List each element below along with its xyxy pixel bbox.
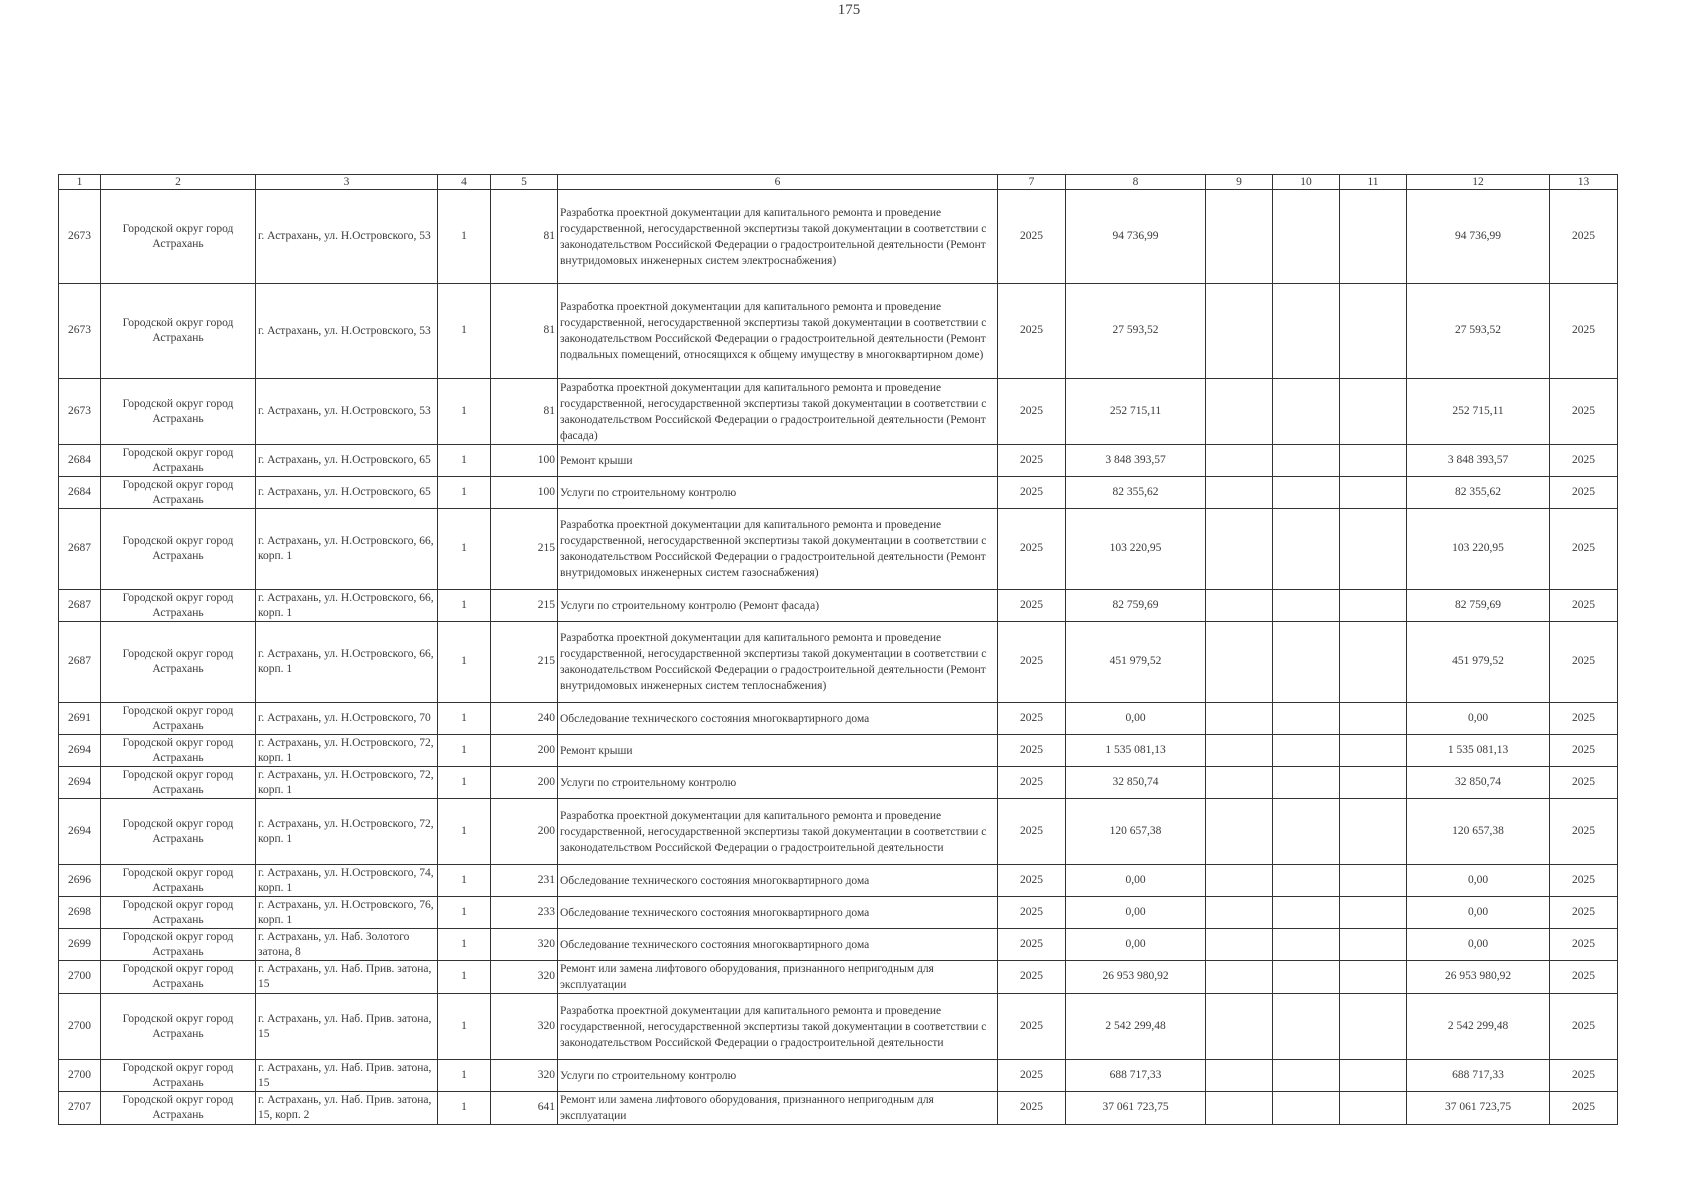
address-cell: г. Астрахань, ул. Н.Островского, 70 — [256, 703, 438, 735]
municipality-cell: Городской округ город Астрахань — [101, 445, 256, 477]
col5-cell: 215 — [491, 509, 558, 590]
total-cost-cell: 2 542 299,48 — [1066, 994, 1206, 1060]
total-cost-cell: 252 715,11 — [1066, 379, 1206, 445]
table-row — [59, 1092, 1618, 1125]
address-cell: г. Астрахань, ул. Н.Островского, 72, корп. 1 — [256, 735, 438, 767]
col10-cell — [1273, 799, 1340, 865]
col9-cell — [1206, 961, 1273, 994]
address-cell: г. Астрахань, ул. Н.Островского, 66, корп. 1 — [256, 622, 438, 703]
municipality-cell: Городской округ город Астрахань — [101, 477, 256, 509]
column-header: 3 — [256, 175, 438, 190]
col12-cost-cell: 0,00 — [1407, 897, 1550, 929]
col11-cell — [1340, 379, 1407, 445]
col13-year-cell: 2025 — [1550, 1060, 1618, 1092]
col9-cell — [1206, 735, 1273, 767]
total-cost-cell: 27 593,52 — [1066, 284, 1206, 379]
col13-year-cell: 2025 — [1550, 509, 1618, 590]
col11-cell — [1340, 767, 1407, 799]
col12-cost-cell: 37 061 723,75 — [1407, 1092, 1550, 1125]
col4-cell: 1 — [438, 590, 491, 622]
year-cell: 2025 — [998, 767, 1066, 799]
col11-cell — [1340, 284, 1407, 379]
row-number-cell: 2694 — [59, 767, 101, 799]
col9-cell — [1206, 590, 1273, 622]
work-description-cell: Разработка проектной документации для капитального ремонта и проведение государственной, негосударственной экспертизы такой документации в соответствии с законодательством Российской Федерации о градостроительной деятельности (Ремонт внутридомовых инженерных систем электроснабжения) — [558, 190, 998, 284]
col4-cell: 1 — [438, 929, 491, 961]
table-row — [59, 961, 1618, 994]
col4-cell: 1 — [438, 477, 491, 509]
col9-cell — [1206, 703, 1273, 735]
col5-cell: 200 — [491, 735, 558, 767]
col10-cell — [1273, 865, 1340, 897]
col13-year-cell: 2025 — [1550, 799, 1618, 865]
municipality-cell: Городской округ город Астрахань — [101, 590, 256, 622]
col11-cell — [1340, 703, 1407, 735]
col9-cell — [1206, 284, 1273, 379]
col11-cell — [1340, 735, 1407, 767]
total-cost-cell: 37 061 723,75 — [1066, 1092, 1206, 1125]
work-description-cell: Услуги по строительному контролю — [558, 477, 998, 509]
col4-cell: 1 — [438, 994, 491, 1060]
col10-cell — [1273, 929, 1340, 961]
repair-program-table — [58, 174, 1618, 1125]
col10-cell — [1273, 1060, 1340, 1092]
col5-cell: 320 — [491, 1060, 558, 1092]
col9-cell — [1206, 190, 1273, 284]
address-cell: г. Астрахань, ул. Н.Островского, 76, корп. 1 — [256, 897, 438, 929]
col12-cost-cell: 3 848 393,57 — [1407, 445, 1550, 477]
col12-cost-cell: 2 542 299,48 — [1407, 994, 1550, 1060]
total-cost-cell: 0,00 — [1066, 929, 1206, 961]
row-number-cell: 2691 — [59, 703, 101, 735]
col9-cell — [1206, 865, 1273, 897]
col5-cell: 320 — [491, 961, 558, 994]
col10-cell — [1273, 622, 1340, 703]
row-number-cell: 2694 — [59, 735, 101, 767]
col12-cost-cell: 688 717,33 — [1407, 1060, 1550, 1092]
col10-cell — [1273, 1092, 1340, 1125]
column-header: 4 — [438, 175, 491, 190]
row-number-cell: 2700 — [59, 1060, 101, 1092]
row-number-cell: 2707 — [59, 1092, 101, 1125]
col13-year-cell: 2025 — [1550, 590, 1618, 622]
year-cell: 2025 — [998, 445, 1066, 477]
table-row — [59, 379, 1618, 445]
table-row — [59, 1060, 1618, 1092]
col11-cell — [1340, 994, 1407, 1060]
work-description-cell: Разработка проектной документации для капитального ремонта и проведение государственной, негосударственной экспертизы такой документации в соответствии с законодательством Российской Федерации о градостроительной деятельности (Ремонт подвальных помещений, относящихся к общему имуществу в многоквартирном доме) — [558, 284, 998, 379]
col5-cell: 240 — [491, 703, 558, 735]
col13-year-cell: 2025 — [1550, 379, 1618, 445]
address-cell: г. Астрахань, ул. Н.Островского, 66, корп. 1 — [256, 509, 438, 590]
municipality-cell: Городской округ город Астрахань — [101, 767, 256, 799]
year-cell: 2025 — [998, 897, 1066, 929]
col4-cell: 1 — [438, 190, 491, 284]
row-number-cell: 2699 — [59, 929, 101, 961]
col5-cell: 231 — [491, 865, 558, 897]
municipality-cell: Городской округ город Астрахань — [101, 1092, 256, 1125]
municipality-cell: Городской округ город Астрахань — [101, 865, 256, 897]
row-number-cell: 2673 — [59, 379, 101, 445]
work-description-cell: Ремонт крыши — [558, 445, 998, 477]
address-cell: г. Астрахань, ул. Наб. Прив. затона, 15 — [256, 994, 438, 1060]
col11-cell — [1340, 190, 1407, 284]
col10-cell — [1273, 961, 1340, 994]
col13-year-cell: 2025 — [1550, 929, 1618, 961]
year-cell: 2025 — [998, 994, 1066, 1060]
col12-cost-cell: 32 850,74 — [1407, 767, 1550, 799]
col4-cell: 1 — [438, 1060, 491, 1092]
col11-cell — [1340, 865, 1407, 897]
col9-cell — [1206, 509, 1273, 590]
col10-cell — [1273, 284, 1340, 379]
col9-cell — [1206, 929, 1273, 961]
col10-cell — [1273, 445, 1340, 477]
col12-cost-cell: 82 759,69 — [1407, 590, 1550, 622]
col13-year-cell: 2025 — [1550, 284, 1618, 379]
total-cost-cell: 120 657,38 — [1066, 799, 1206, 865]
work-description-cell: Разработка проектной документации для капитального ремонта и проведение государственной, негосударственной экспертизы такой документации в соответствии с законодательством Российской Федерации о градостроительной деятельности (Ремонт фасада) — [558, 379, 998, 445]
col13-year-cell: 2025 — [1550, 994, 1618, 1060]
col13-year-cell: 2025 — [1550, 767, 1618, 799]
year-cell: 2025 — [998, 509, 1066, 590]
work-description-cell: Обследование технического состояния многоквартирного дома — [558, 929, 998, 961]
col5-cell: 200 — [491, 799, 558, 865]
municipality-cell: Городской округ город Астрахань — [101, 799, 256, 865]
total-cost-cell: 0,00 — [1066, 897, 1206, 929]
year-cell: 2025 — [998, 190, 1066, 284]
col12-cost-cell: 0,00 — [1407, 703, 1550, 735]
col4-cell: 1 — [438, 622, 491, 703]
column-header: 7 — [998, 175, 1066, 190]
work-description-cell: Разработка проектной документации для капитального ремонта и проведение государственной, негосударственной экспертизы такой документации в соответствии с законодательством Российской Федерации о градостроительной деятельности (Ремонт внутридомовых инженерных систем газоснабжения) — [558, 509, 998, 590]
municipality-cell: Городской округ город Астрахань — [101, 622, 256, 703]
address-cell: г. Астрахань, ул. Н.Островского, 72, корп. 1 — [256, 799, 438, 865]
total-cost-cell: 0,00 — [1066, 865, 1206, 897]
total-cost-cell: 82 355,62 — [1066, 477, 1206, 509]
municipality-cell: Городской округ город Астрахань — [101, 703, 256, 735]
work-description-cell: Ремонт крыши — [558, 735, 998, 767]
col10-cell — [1273, 379, 1340, 445]
col10-cell — [1273, 897, 1340, 929]
year-cell: 2025 — [998, 590, 1066, 622]
total-cost-cell: 3 848 393,57 — [1066, 445, 1206, 477]
col11-cell — [1340, 445, 1407, 477]
address-cell: г. Астрахань, ул. Н.Островского, 65 — [256, 477, 438, 509]
col11-cell — [1340, 477, 1407, 509]
year-cell: 2025 — [998, 865, 1066, 897]
col11-cell — [1340, 929, 1407, 961]
year-cell: 2025 — [998, 1060, 1066, 1092]
col4-cell: 1 — [438, 509, 491, 590]
col12-cost-cell: 0,00 — [1407, 929, 1550, 961]
address-cell: г. Астрахань, ул. Н.Островского, 72, корп. 1 — [256, 767, 438, 799]
col9-cell — [1206, 897, 1273, 929]
work-description-cell: Ремонт или замена лифтового оборудования, признанного непригодным для эксплуатации — [558, 961, 998, 994]
col12-cost-cell: 1 535 081,13 — [1407, 735, 1550, 767]
column-header: 12 — [1407, 175, 1550, 190]
work-description-cell: Ремонт или замена лифтового оборудования, признанного непригодным для эксплуатации — [558, 1092, 998, 1125]
col13-year-cell: 2025 — [1550, 190, 1618, 284]
total-cost-cell: 32 850,74 — [1066, 767, 1206, 799]
col5-cell: 200 — [491, 767, 558, 799]
col13-year-cell: 2025 — [1550, 622, 1618, 703]
col10-cell — [1273, 590, 1340, 622]
column-header: 10 — [1273, 175, 1340, 190]
table-row — [59, 190, 1618, 284]
col4-cell: 1 — [438, 961, 491, 994]
col4-cell: 1 — [438, 703, 491, 735]
col11-cell — [1340, 590, 1407, 622]
table-row — [59, 590, 1618, 622]
col11-cell — [1340, 897, 1407, 929]
work-description-cell: Обследование технического состояния многоквартирного дома — [558, 865, 998, 897]
address-cell: г. Астрахань, ул. Наб. Прив. затона, 15 — [256, 1060, 438, 1092]
col13-year-cell: 2025 — [1550, 961, 1618, 994]
year-cell: 2025 — [998, 477, 1066, 509]
total-cost-cell: 103 220,95 — [1066, 509, 1206, 590]
address-cell: г. Астрахань, ул. Н.Островского, 53 — [256, 379, 438, 445]
table-row — [59, 477, 1618, 509]
work-description-cell: Обследование технического состояния многоквартирного дома — [558, 897, 998, 929]
col10-cell — [1273, 767, 1340, 799]
year-cell: 2025 — [998, 622, 1066, 703]
year-cell: 2025 — [998, 703, 1066, 735]
column-header: 6 — [558, 175, 998, 190]
address-cell: г. Астрахань, ул. Н.Островского, 53 — [256, 284, 438, 379]
municipality-cell: Городской округ город Астрахань — [101, 929, 256, 961]
col9-cell — [1206, 799, 1273, 865]
row-number-cell: 2673 — [59, 190, 101, 284]
year-cell: 2025 — [998, 929, 1066, 961]
table-row — [59, 735, 1618, 767]
row-number-cell: 2694 — [59, 799, 101, 865]
col9-cell — [1206, 477, 1273, 509]
col12-cost-cell: 27 593,52 — [1407, 284, 1550, 379]
col13-year-cell: 2025 — [1550, 865, 1618, 897]
col5-cell: 215 — [491, 590, 558, 622]
row-number-cell: 2696 — [59, 865, 101, 897]
table-row — [59, 622, 1618, 703]
col5-cell: 81 — [491, 284, 558, 379]
col4-cell: 1 — [438, 897, 491, 929]
row-number-cell: 2684 — [59, 445, 101, 477]
col10-cell — [1273, 509, 1340, 590]
col11-cell — [1340, 622, 1407, 703]
work-description-cell: Услуги по строительному контролю — [558, 767, 998, 799]
col10-cell — [1273, 190, 1340, 284]
row-number-cell: 2700 — [59, 961, 101, 994]
municipality-cell: Городской округ город Астрахань — [101, 1060, 256, 1092]
column-header: 13 — [1550, 175, 1618, 190]
col4-cell: 1 — [438, 379, 491, 445]
col12-cost-cell: 103 220,95 — [1407, 509, 1550, 590]
col9-cell — [1206, 622, 1273, 703]
year-cell: 2025 — [998, 379, 1066, 445]
municipality-cell: Городской округ город Астрахань — [101, 379, 256, 445]
work-description-cell: Разработка проектной документации для капитального ремонта и проведение государственной, негосударственной экспертизы такой документации в соответствии с законодательством Российской Федерации о градостроительной деятельности — [558, 994, 998, 1060]
col4-cell: 1 — [438, 284, 491, 379]
municipality-cell: Городской округ город Астрахань — [101, 509, 256, 590]
column-number-row — [59, 175, 1618, 190]
table-row — [59, 703, 1618, 735]
column-header: 1 — [59, 175, 101, 190]
table-row — [59, 284, 1618, 379]
municipality-cell: Городской округ город Астрахань — [101, 961, 256, 994]
column-header: 5 — [491, 175, 558, 190]
col5-cell: 233 — [491, 897, 558, 929]
col10-cell — [1273, 994, 1340, 1060]
year-cell: 2025 — [998, 799, 1066, 865]
row-number-cell: 2687 — [59, 590, 101, 622]
col9-cell — [1206, 445, 1273, 477]
col5-cell: 641 — [491, 1092, 558, 1125]
col9-cell — [1206, 1060, 1273, 1092]
col11-cell — [1340, 509, 1407, 590]
work-description-cell: Услуги по строительному контролю (Ремонт фасада) — [558, 590, 998, 622]
address-cell: г. Астрахань, ул. Н.Островского, 53 — [256, 190, 438, 284]
col9-cell — [1206, 379, 1273, 445]
work-description-cell: Разработка проектной документации для капитального ремонта и проведение государственной, негосударственной экспертизы такой документации в соответствии с законодательством Российской Федерации о градостроительной деятельности — [558, 799, 998, 865]
col12-cost-cell: 94 736,99 — [1407, 190, 1550, 284]
address-cell: г. Астрахань, ул. Наб. Прив. затона, 15 — [256, 961, 438, 994]
work-description-cell: Разработка проектной документации для капитального ремонта и проведение государственной, негосударственной экспертизы такой документации в соответствии с законодательством Российской Федерации о градостроительной деятельности (Ремонт внутридомовых инженерных систем теплоснабжения) — [558, 622, 998, 703]
municipality-cell: Городской округ город Астрахань — [101, 190, 256, 284]
col5-cell: 100 — [491, 445, 558, 477]
col11-cell — [1340, 961, 1407, 994]
table-row — [59, 509, 1618, 590]
column-header: 8 — [1066, 175, 1206, 190]
total-cost-cell: 688 717,33 — [1066, 1060, 1206, 1092]
table-row — [59, 799, 1618, 865]
col13-year-cell: 2025 — [1550, 735, 1618, 767]
total-cost-cell: 1 535 081,13 — [1066, 735, 1206, 767]
municipality-cell: Городской округ город Астрахань — [101, 284, 256, 379]
col4-cell: 1 — [438, 445, 491, 477]
table-row — [59, 767, 1618, 799]
col12-cost-cell: 252 715,11 — [1407, 379, 1550, 445]
address-cell: г. Астрахань, ул. Н.Островского, 66, корп. 1 — [256, 590, 438, 622]
col9-cell — [1206, 994, 1273, 1060]
col12-cost-cell: 0,00 — [1407, 865, 1550, 897]
col13-year-cell: 2025 — [1550, 703, 1618, 735]
col5-cell: 81 — [491, 190, 558, 284]
address-cell: г. Астрахань, ул. Н.Островского, 74, корп. 1 — [256, 865, 438, 897]
total-cost-cell: 26 953 980,92 — [1066, 961, 1206, 994]
col12-cost-cell: 26 953 980,92 — [1407, 961, 1550, 994]
col11-cell — [1340, 1092, 1407, 1125]
col10-cell — [1273, 735, 1340, 767]
row-number-cell: 2698 — [59, 897, 101, 929]
table-body — [59, 190, 1618, 1125]
col5-cell: 215 — [491, 622, 558, 703]
work-description-cell: Услуги по строительному контролю — [558, 1060, 998, 1092]
table-row — [59, 897, 1618, 929]
col4-cell: 1 — [438, 799, 491, 865]
col12-cost-cell: 120 657,38 — [1407, 799, 1550, 865]
municipality-cell: Городской округ город Астрахань — [101, 897, 256, 929]
col13-year-cell: 2025 — [1550, 897, 1618, 929]
col5-cell: 320 — [491, 994, 558, 1060]
column-header: 9 — [1206, 175, 1273, 190]
row-number-cell: 2687 — [59, 622, 101, 703]
year-cell: 2025 — [998, 961, 1066, 994]
col5-cell: 100 — [491, 477, 558, 509]
col9-cell — [1206, 1092, 1273, 1125]
col10-cell — [1273, 477, 1340, 509]
total-cost-cell: 82 759,69 — [1066, 590, 1206, 622]
total-cost-cell: 451 979,52 — [1066, 622, 1206, 703]
column-header: 11 — [1340, 175, 1407, 190]
row-number-cell: 2673 — [59, 284, 101, 379]
col4-cell: 1 — [438, 735, 491, 767]
total-cost-cell: 0,00 — [1066, 703, 1206, 735]
col4-cell: 1 — [438, 767, 491, 799]
col5-cell: 81 — [491, 379, 558, 445]
col13-year-cell: 2025 — [1550, 477, 1618, 509]
col9-cell — [1206, 767, 1273, 799]
col5-cell: 320 — [491, 929, 558, 961]
municipality-cell: Городской округ город Астрахань — [101, 994, 256, 1060]
col4-cell: 1 — [438, 1092, 491, 1125]
col12-cost-cell: 451 979,52 — [1407, 622, 1550, 703]
table-row — [59, 994, 1618, 1060]
col13-year-cell: 2025 — [1550, 445, 1618, 477]
page-number: 175 — [837, 2, 861, 18]
col11-cell — [1340, 799, 1407, 865]
year-cell: 2025 — [998, 1092, 1066, 1125]
municipality-cell: Городской округ город Астрахань — [101, 735, 256, 767]
col13-year-cell: 2025 — [1550, 1092, 1618, 1125]
col10-cell — [1273, 703, 1340, 735]
total-cost-cell: 94 736,99 — [1066, 190, 1206, 284]
address-cell: г. Астрахань, ул. Наб. Золотого затона, 8 — [256, 929, 438, 961]
row-number-cell: 2684 — [59, 477, 101, 509]
column-header: 2 — [101, 175, 256, 190]
work-description-cell: Обследование технического состояния многоквартирного дома — [558, 703, 998, 735]
table-row — [59, 929, 1618, 961]
col12-cost-cell: 82 355,62 — [1407, 477, 1550, 509]
address-cell: г. Астрахань, ул. Наб. Прив. затона, 15, корп. 2 — [256, 1092, 438, 1125]
year-cell: 2025 — [998, 284, 1066, 379]
table-row — [59, 445, 1618, 477]
row-number-cell: 2687 — [59, 509, 101, 590]
year-cell: 2025 — [998, 735, 1066, 767]
table-row — [59, 865, 1618, 897]
row-number-cell: 2700 — [59, 994, 101, 1060]
col4-cell: 1 — [438, 865, 491, 897]
address-cell: г. Астрахань, ул. Н.Островского, 65 — [256, 445, 438, 477]
col11-cell — [1340, 1060, 1407, 1092]
